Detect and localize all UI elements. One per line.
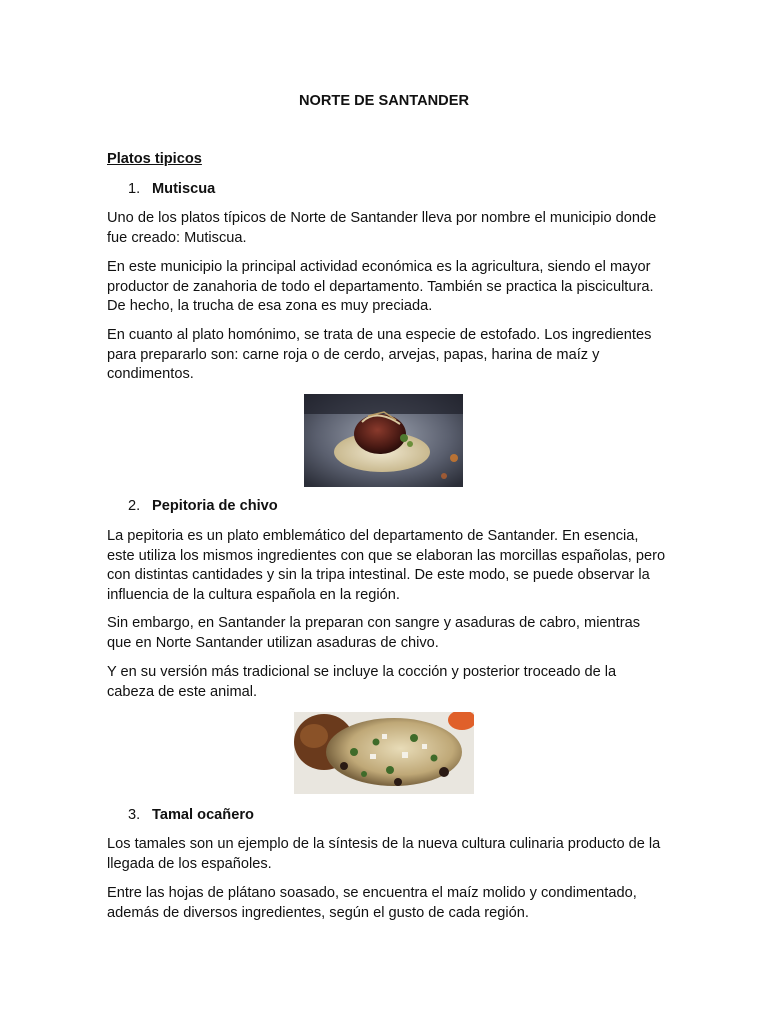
paragraph: Sin embargo, en Santander la preparan con sangre y asaduras de cabro, mientras que en Norte Santander utilizan asaduras de chivo. — [107, 615, 640, 651]
item-heading-pepitoria — [128, 497, 278, 517]
item-label: Pepitoria de chivo — [152, 498, 278, 514]
mutiscua-dish-photo — [304, 394, 463, 487]
item-heading-tamal — [128, 806, 254, 826]
item-number: 1. — [128, 181, 141, 197]
paragraph: Los tamales son un ejemplo de la síntesis de la nueva cultura culinaria producto de la llegada de los españoles. — [107, 836, 661, 872]
item-label: Tamal ocañero — [152, 807, 254, 823]
page-title: NORTE DE SANTANDER — [299, 93, 469, 109]
item-label: Mutiscua — [152, 181, 216, 197]
item-number: 2. — [128, 498, 141, 514]
pepitoria-dish-photo — [294, 712, 474, 794]
paragraph: En este municipio la principal actividad económica es la agricultura, siendo el mayor productor de zanahoria de todo el departamento. También se practica la piscicultura. De hecho, la trucha de esa zona es muy preciada. — [107, 259, 654, 314]
paragraph: Entre las hojas de plátano soasado, se encuentra el maíz molido y condimentado, además de diversos ingredientes, según el gusto de cada región. — [107, 885, 637, 921]
paragraph: Uno de los platos típicos de Norte de Santander lleva por nombre el municipio donde fue creado: Mutiscua. — [107, 210, 657, 246]
section-heading: Platos tipicos — [107, 151, 202, 167]
paragraph: La pepitoria es un plato emblemático del departamento de Santander. En esencia, este utiliza los mismos ingredientes con que se elaboran las morcillas españolas, pero con distintas cantidades y sin la tripa intestinal. De este modo, se puede observar la influencia de la cultura española en la región. — [107, 528, 666, 603]
paragraph: En cuanto al plato homónimo, se trata de una especie de estofado. Los ingredientes para prepararlo son: carne roja o de cerdo, arvejas, papas, harina de maíz y condimentos. — [107, 327, 652, 382]
paragraph: Y en su versión más tradicional se incluye la cocción y posterior troceado de la cabeza de este animal. — [107, 664, 617, 700]
item-number: 3. — [128, 807, 141, 823]
item-heading-mutiscua — [128, 180, 215, 200]
